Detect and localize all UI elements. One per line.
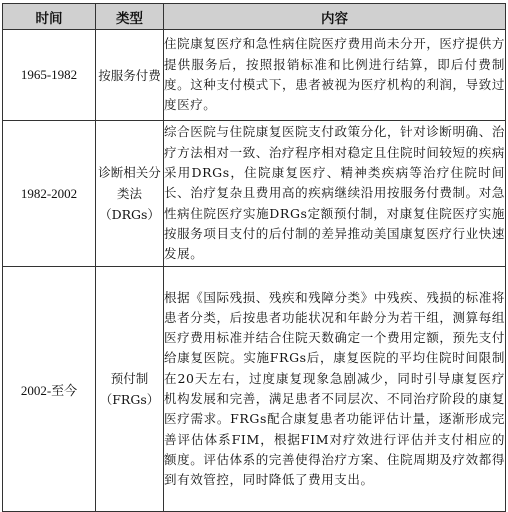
table-row (3, 30, 506, 121)
payment-history-table (2, 3, 506, 512)
header-time: 时间 (3, 4, 96, 30)
payment-type-cell: 预付制（FRGs） (96, 267, 164, 512)
period-cell: 1982-2002 (3, 121, 96, 267)
period-cell: 1965-1982 (3, 30, 96, 121)
content-cell: 综合医院与住院康复医院支付政策分化，针对诊断明确、治疗方法相对一致、治疗程序相对稳定且住院时间较短的疾病采用DRGs，住院康复医疗、精神类疾病等治疗住院时间长、治疗复杂且费用高的疾病继续沿用按服务付费制。对急性病住院医疗实施DRGs定额预付制，对康复住院医疗实施按服务项目支付的后付制的差异推动美国康复医疗行业快速发展。 (164, 121, 506, 267)
payment-type-cell: 按服务付费 (96, 30, 164, 121)
table-row (3, 267, 506, 512)
period-cell: 2002-至今 (3, 267, 96, 512)
content-cell: 根据《国际残损、残疾和残障分类》中残疾、残损的标准将患者分类，后按患者功能状况和年龄分为若干组，测算每组医疗费用标准并结合住院天数确定一个费用定额，预先支付给康复医院。实施FRGs后，康复医院的平均住院时间限制在20天左右，过度康复现象急剧减少，同时引导康复医疗机构发展和完善，满足患者不同层次、不同治疗阶段的康复医疗需求。FRGs配合康复患者功能评估计量，逐渐形成完善评估体系FIM，根据FIM对疗效进行评估并支付相应的额度。评估体系的完善使得治疗方案、住院周期及疗效都得到有效管控，同时降低了费用支出。 (164, 267, 506, 512)
content-cell: 住院康复医疗和急性病住院医疗费用尚未分开，医疗提供方提供服务后，按照报销标准和比例进行结算，即后付费制度。这种支付模式下，患者被视为医疗机构的利润，导致过度医疗。 (164, 30, 506, 121)
table-row (3, 121, 506, 267)
payment-type-cell: 诊断相关分类法（DRGs） (96, 121, 164, 267)
header-row (3, 4, 506, 30)
header-content: 内容 (164, 4, 506, 30)
header-type: 类型 (96, 4, 164, 30)
